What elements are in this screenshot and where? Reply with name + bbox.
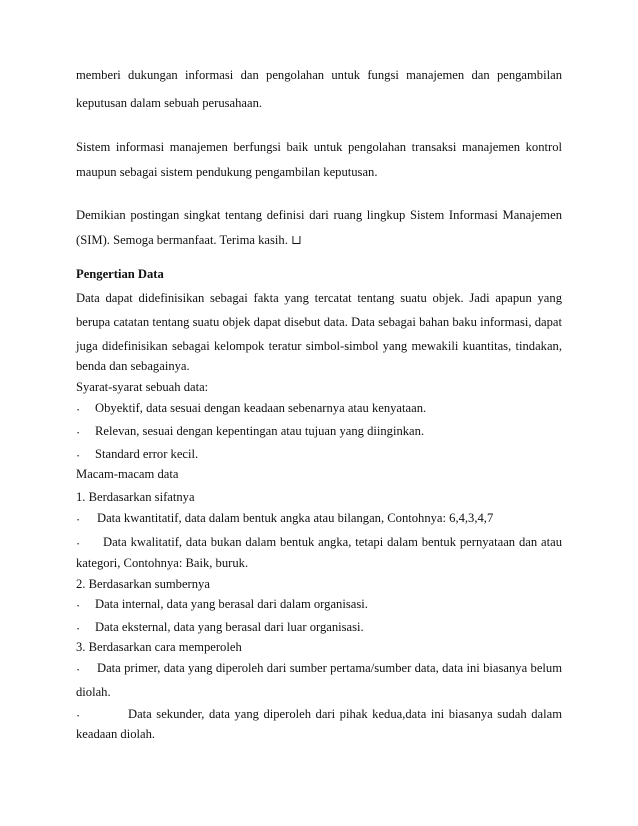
group2-item1: Data internal, data yang berasal dari dalam organisasi. (95, 597, 368, 611)
para2-line2: maupun sebagai sistem pendukung pengambilan keputusan. (76, 165, 378, 179)
group2-item2: Data eksternal, data yang berasal dari luar organisasi. (95, 620, 364, 634)
section-heading: Pengertian Data (76, 267, 164, 281)
para2-line1: Sistem informasi manajemen berfungsi baik untuk pengolahan transaksi manajemen kontrol (76, 140, 562, 154)
bullet: · (76, 599, 81, 613)
bullet: · (76, 403, 81, 417)
group1-item2-line1: Data kwalitatif, data bukan dalam bentuk angka, tetapi dalam bentuk pernyataan dan atau (103, 535, 562, 549)
group3-item1-line1: Data primer, data yang diperoleh dari sumber pertama/sumber data, data ini biasanya belum (97, 661, 562, 675)
bullet: · (76, 513, 81, 527)
definition-line4: benda dan sebagainya. (76, 359, 190, 373)
group3-item2-line1: Data sekunder, data yang diperoleh dari pihak kedua,data ini biasanya sudah dalam (128, 707, 562, 721)
para1-line2: keputusan dalam sebuah perusahaan. (76, 96, 263, 110)
bullet: · (76, 426, 81, 440)
syarat-item: Relevan, sesuai dengan kepentingan atau tujuan yang diinginkan. (95, 424, 425, 438)
syarat-item: Standard error kecil. (95, 447, 199, 461)
definition-line2: berupa catatan tentang suatu objek dapat disebut data. Data sebagai bahan baku informasi, dapat (76, 315, 562, 329)
definition-line1: Data dapat didefinisikan sebagai fakta yang tercatat tentang suatu objek. Jadi apapun yang (76, 291, 562, 305)
syarat-title: Syarat-syarat sebuah data: (76, 380, 209, 394)
para3-line2: (SIM). Semoga bermanfaat. Terima kasih. ⊔ (76, 233, 302, 247)
definition-line3: juga didefinisikan sebagai kelompok teratur simbol-simbol yang mewakili kuantitas, tindakan, (76, 339, 562, 353)
bullet: · (76, 709, 81, 723)
bullet: · (76, 622, 81, 636)
group1-title: 1. Berdasarkan sifatnya (76, 490, 195, 504)
group2-title: 2. Berdasarkan sumbernya (76, 577, 210, 591)
group1-item1: Data kwantitatif, data dalam bentuk angka atau bilangan, Contohnya: 6,4,3,4,7 (97, 511, 494, 525)
bullet: · (76, 537, 81, 551)
bullet: · (76, 663, 81, 677)
group3-title: 3. Berdasarkan cara memperoleh (76, 640, 242, 654)
group3-item2-line2: keadaan diolah. (76, 727, 156, 741)
para1-line1: memberi dukungan informasi dan pengolahan untuk fungsi manajemen dan pengambilan (76, 68, 562, 82)
para3-line1: Demikian postingan singkat tentang definisi dari ruang lingkup Sistem Informasi Manajemen (76, 208, 562, 222)
group3-item1-line2: diolah. (76, 685, 111, 699)
syarat-item: Obyektif, data sesuai dengan keadaan sebenarnya atau kenyataan. (95, 401, 427, 415)
macam-title: Macam-macam data (76, 467, 179, 481)
group1-item2-line2: kategori, Contohnya: Baik, buruk. (76, 556, 249, 570)
bullet: · (76, 449, 81, 463)
